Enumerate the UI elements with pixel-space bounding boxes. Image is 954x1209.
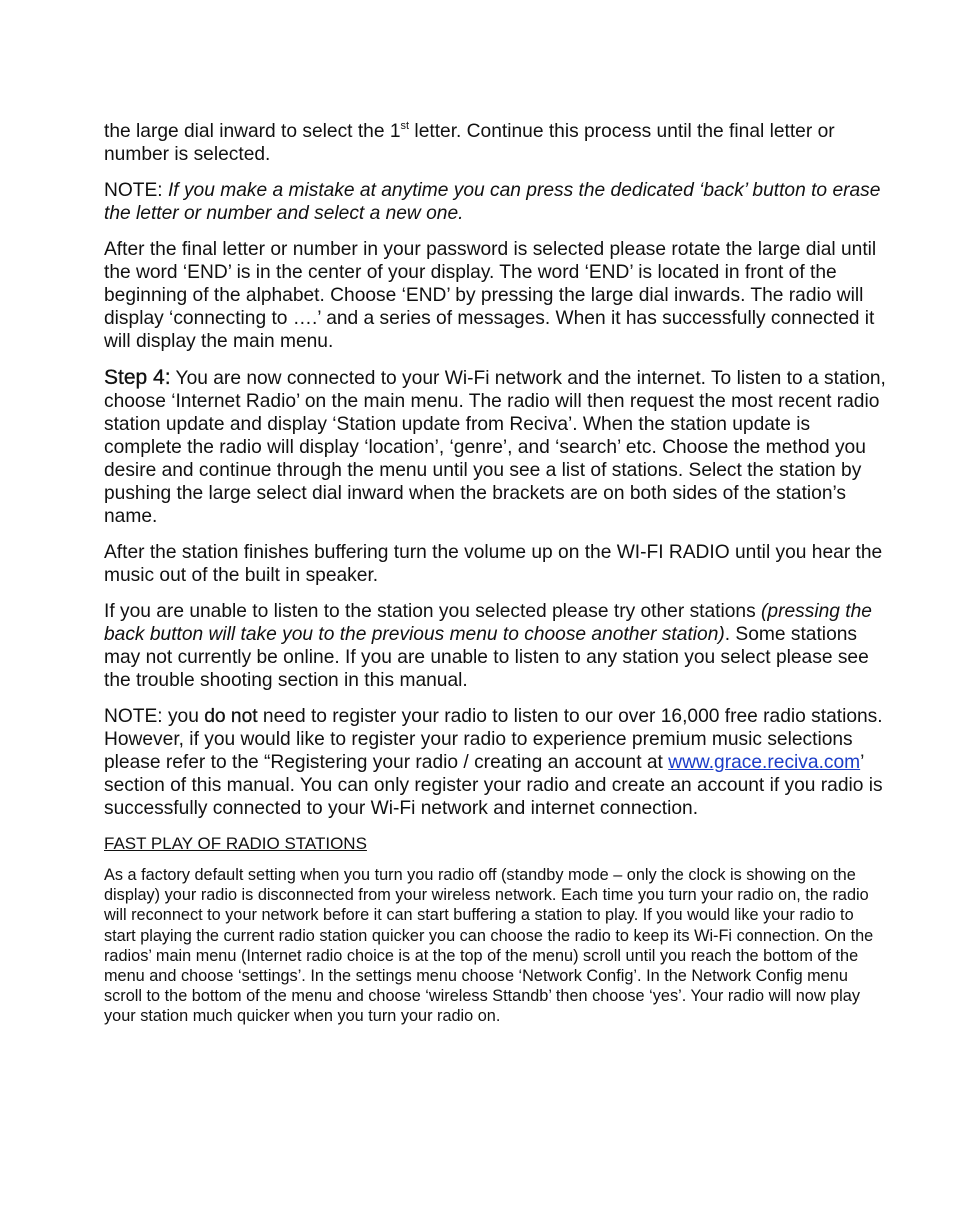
step-4-text: You are now connected to your Wi-Fi network and the internet. To listen to a station, choose ‘Internet Radio’ on the main menu. The radio will then request the most recent radio station update and display ‘Station update from Reciva’. When the station update is complete the radio will display ‘location’, ‘genre’, and ‘search’ etc. Choose the method you desire and continue through the menu until you see a list of stations. Select the station by pushing the large select dial inward when the brackets are on both sides of the station’s name. bbox=[104, 368, 886, 527]
paragraph-select-letter bbox=[104, 120, 888, 166]
text-run: letter. Continue this process until the final letter or number is selected. bbox=[104, 121, 835, 165]
text-run: NOTE: you bbox=[104, 706, 205, 727]
text-run: need to register your radio to listen to our over 16,000 free radio stations. However, if you would like to register your radio to experience premium music selections please refer to the “Registering your radio / creating an account at bbox=[104, 706, 883, 773]
paragraph-select-end: After the final letter or number in your password is selected please rotate the large dial until the word ‘END’ is in the center of your display. The word ‘END’ is located in front of the beginning of the alphabet. Choose ‘END’ by pressing the large dial inwards. The radio will display ‘connecting to ….’ and a series of messages. When it has successfully connected it will display the main menu. bbox=[104, 239, 877, 352]
paragraph-note-mistake bbox=[104, 179, 888, 225]
paragraph-buffering: After the station finishes buffering turn the volume up on the WI-FI RADIO until you hear the music out of the built in speaker. bbox=[104, 542, 883, 586]
note-label: NOTE: bbox=[104, 180, 168, 201]
step-4-label: Step 4: bbox=[104, 366, 171, 389]
paragraph-other-stations bbox=[104, 600, 888, 692]
paragraph-step-4 bbox=[104, 366, 888, 528]
note-italic-text: If you make a mistake at anytime you can press the dedicated ‘back’ button to erase the letter or number and select a new one. bbox=[104, 180, 881, 224]
paragraph-fast-play: As a factory default setting when you turn you radio off (standby mode – only the clock is showing on the display) your radio is disconnected from your wireless network. Each time you turn your radio on, the radio will reconnect to your network before it can start buffering a station to play. If you would like your radio to start playing the current radio station quicker you can choose the radio to keep its Wi-Fi connection. On the radios’ main menu (Internet radio choice is at the top of the menu) scroll until you reach the bottom of the menu and choose ‘settings’. In the settings menu choose ‘Network Config’. In the Network Config menu scroll to the bottom of the menu and choose ‘wireless Sttandb’ then choose ‘yes’. Your radio will now play your station much quicker when you turn your radio on. bbox=[104, 866, 874, 1026]
text-run: ’ section of this manual. You can only register your radio and create an account if you radio is successfully connected to your Wi-Fi network and internet connection. bbox=[104, 752, 883, 819]
section-heading-fast-play: FAST PLAY OF RADIO STATIONS bbox=[104, 834, 367, 853]
text-run: . Some stations may not currently be online. If you are unable to listen to any station you select please see the trouble shooting section in this manual. bbox=[104, 624, 869, 691]
italic-text-run: (pressing the back button will take you to the previous menu to choose another station) bbox=[104, 601, 872, 645]
text-run: If you are unable to listen to the station you selected please try other stations bbox=[104, 601, 762, 622]
emphasis-do-not: do not bbox=[204, 706, 258, 727]
superscript-st: st bbox=[400, 120, 410, 132]
text-run: the large dial inward to select the 1 bbox=[104, 121, 401, 142]
reciva-link[interactable]: www.grace.reciva.com bbox=[668, 752, 861, 773]
paragraph-register-note bbox=[104, 705, 888, 820]
